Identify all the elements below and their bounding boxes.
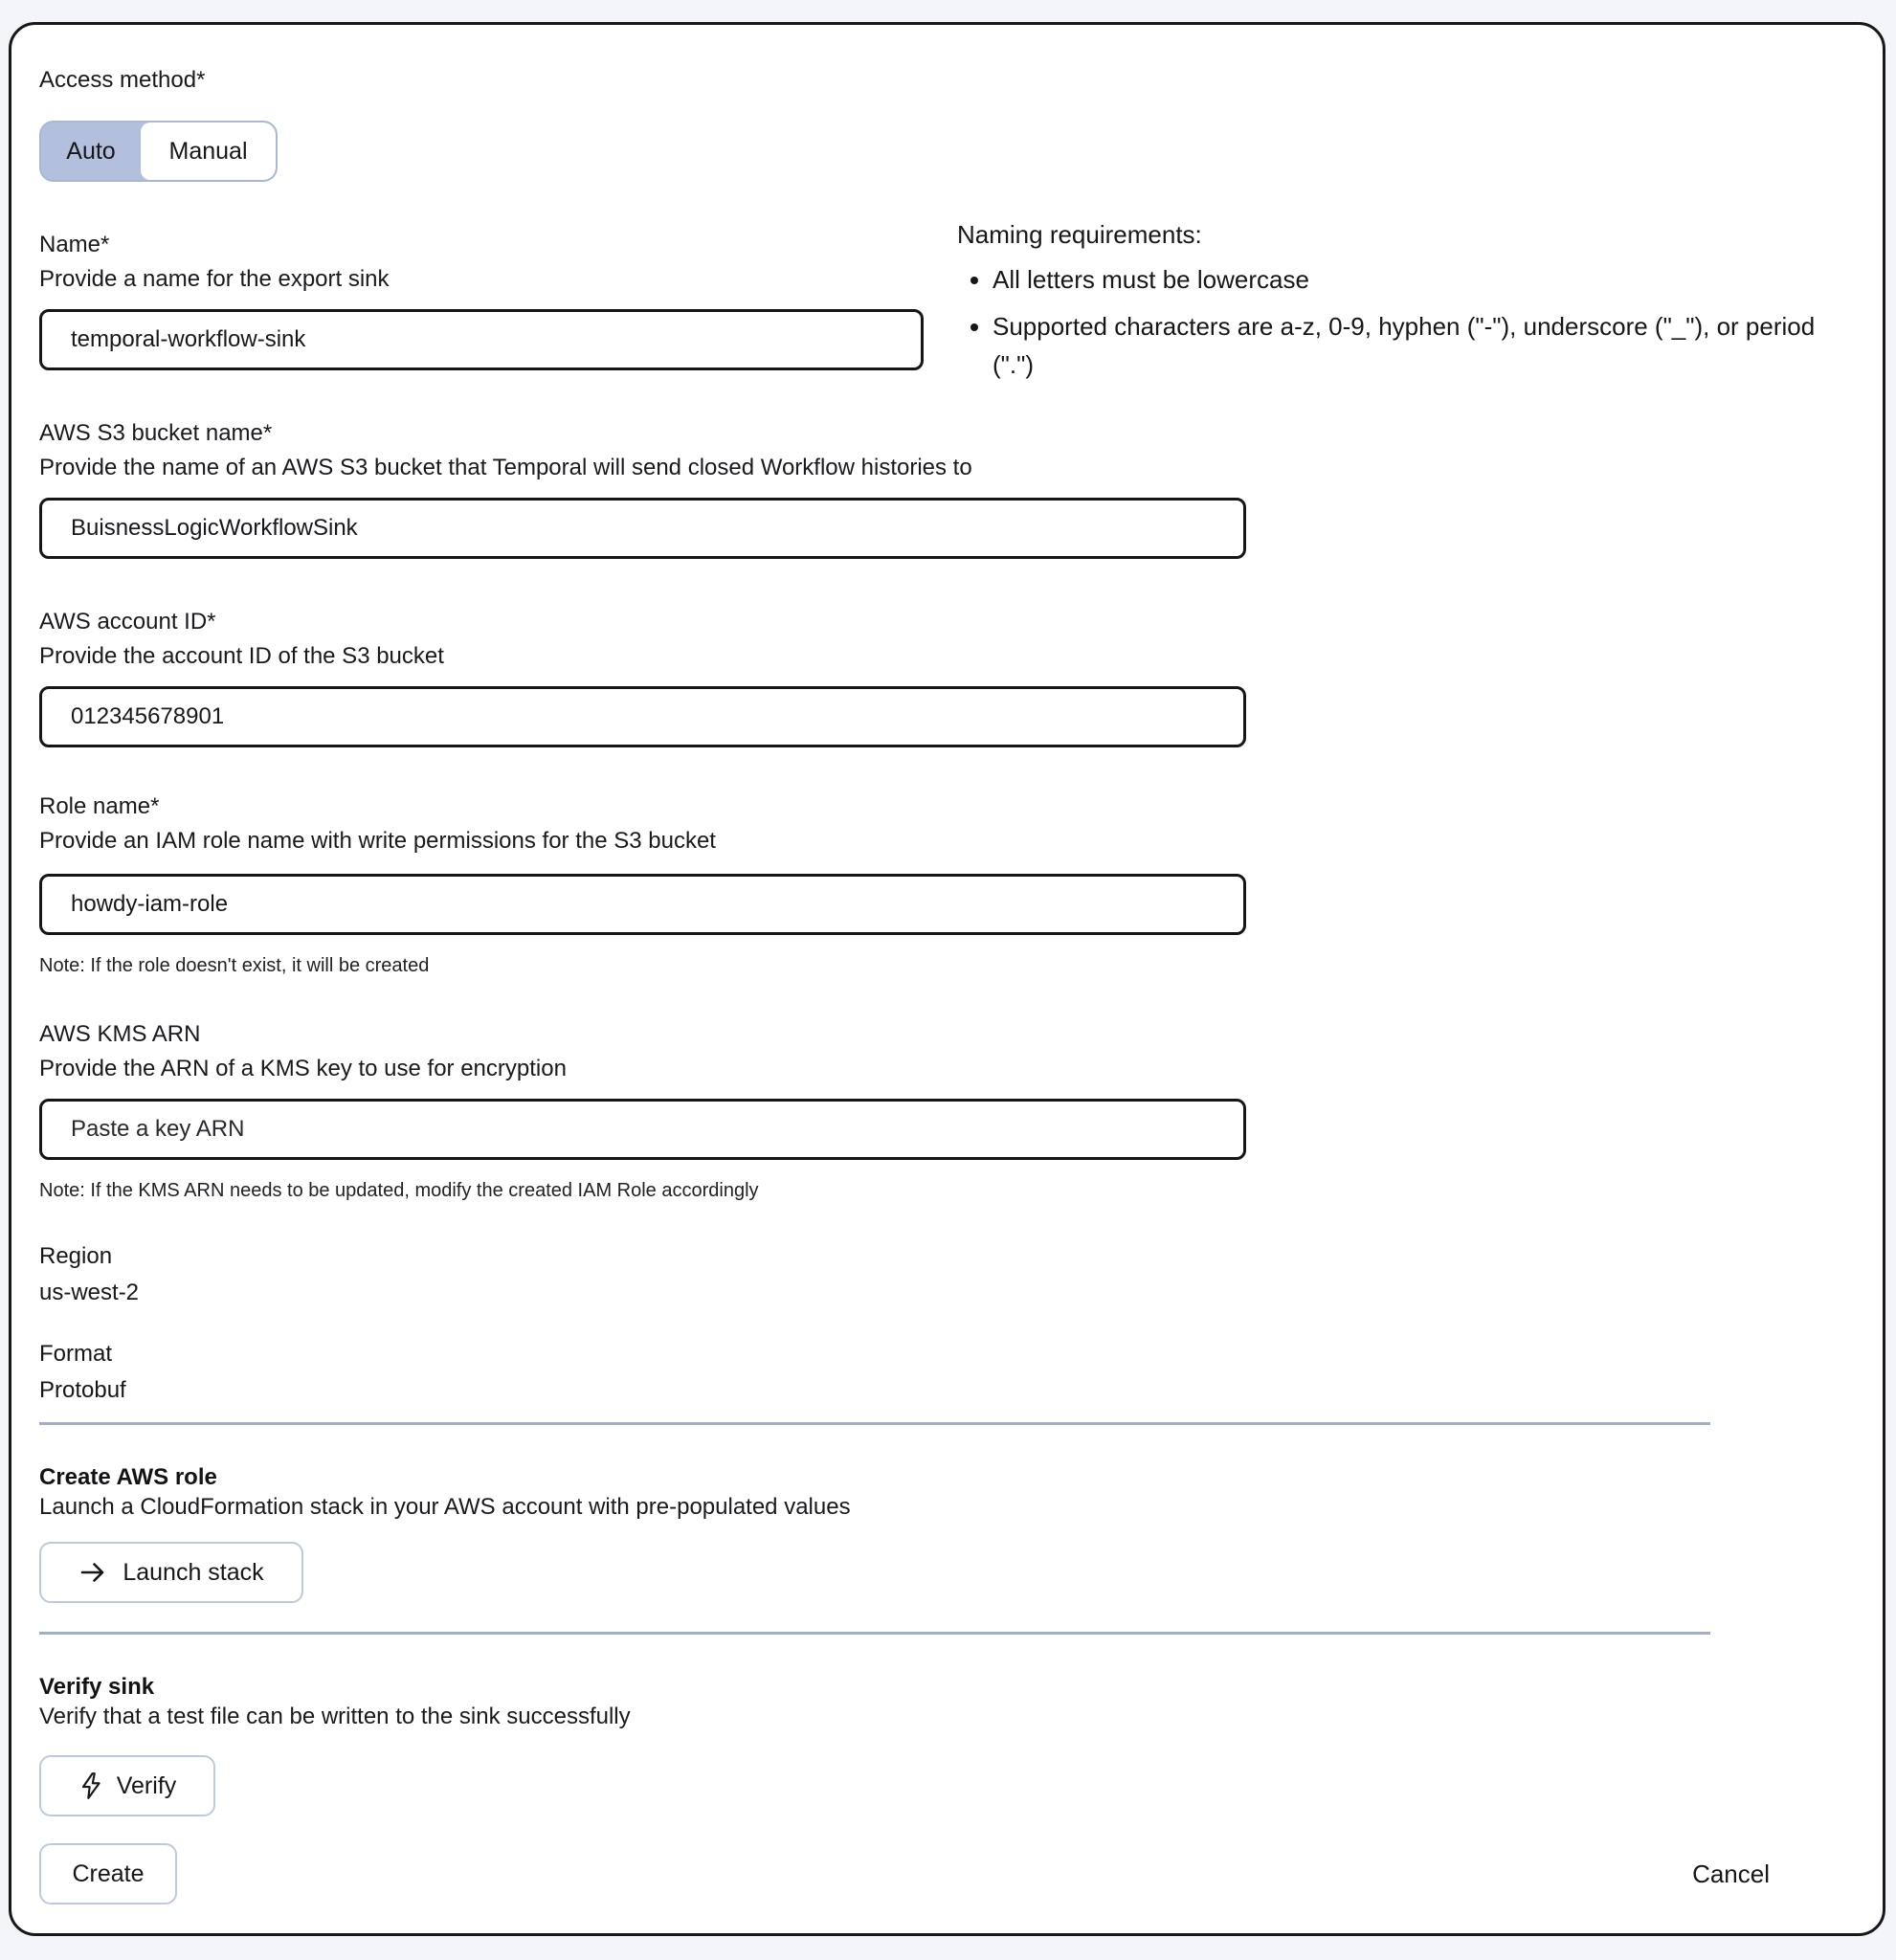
manual-option-label: Manual: [168, 137, 248, 165]
access-method-label: Access method*: [39, 67, 206, 93]
naming-requirements: [957, 216, 1857, 392]
s3-bucket-label: AWS S3 bucket name*: [39, 420, 273, 446]
s3-bucket-description: Provide the name of an AWS S3 bucket that Temporal will send closed Workflow histories to: [39, 455, 972, 480]
create-aws-role-description: Launch a CloudFormation stack in your AWS account with pre-populated values: [39, 1494, 851, 1520]
aws-account-id-description: Provide the account ID of the S3 bucket: [39, 643, 444, 669]
access-method-toggle: [39, 121, 278, 182]
verify-label: Verify: [116, 1771, 177, 1799]
auto-option-label: Auto: [66, 137, 116, 165]
format-label: Format: [39, 1341, 113, 1367]
format-value: Protobuf: [39, 1377, 126, 1403]
verify-sink-title: Verify sink: [39, 1674, 155, 1700]
kms-arn-input[interactable]: [39, 1099, 1246, 1160]
access-method-option-manual[interactable]: [141, 122, 276, 180]
naming-requirements-list: [957, 260, 1857, 384]
kms-arn-label: AWS KMS ARN: [39, 1021, 201, 1047]
role-name-note: Note: If the role doesn't exist, it will be created: [39, 955, 430, 976]
create-label: Create: [72, 1860, 145, 1887]
role-name-input[interactable]: [39, 874, 1246, 935]
section-divider: [39, 1422, 1710, 1425]
verify-button[interactable]: [39, 1755, 215, 1816]
kms-arn-note: Note: If the KMS ARN needs to be updated, modify the created IAM Role accordingly: [39, 1180, 759, 1201]
aws-account-id-input[interactable]: [39, 686, 1246, 747]
name-field-row: [39, 220, 1883, 379]
access-method-option-auto[interactable]: [41, 122, 141, 180]
s3-bucket-input[interactable]: [39, 498, 1246, 559]
section-divider: [39, 1632, 1710, 1635]
form-footer: [39, 1843, 1775, 1904]
name-label: Name*: [39, 232, 110, 257]
launch-stack-label: Launch stack: [123, 1558, 264, 1586]
lightning-bolt-icon: [78, 1771, 103, 1800]
aws-account-id-label: AWS account ID*: [39, 609, 216, 635]
region-label: Region: [39, 1243, 113, 1269]
create-button[interactable]: [39, 1843, 177, 1904]
naming-requirement-item: • Supported characters are a-z, 0-9, hyphen ("-"), underscore ("_"), or period ("."): [993, 307, 1857, 384]
naming-requirement-item: • All letters must be lowercase: [993, 260, 1857, 299]
naming-requirements-title: Naming requirements:: [957, 220, 1202, 249]
create-aws-role-title: Create AWS role: [39, 1464, 217, 1490]
arrow-right-icon: [78, 1558, 107, 1587]
role-name-description: Provide an IAM role name with write permissions for the S3 bucket: [39, 828, 716, 854]
name-description: Provide a name for the export sink: [39, 266, 390, 292]
verify-sink-description: Verify that a test file can be written to the sink successfully: [39, 1704, 631, 1729]
kms-arn-description: Provide the ARN of a KMS key to use for encryption: [39, 1056, 567, 1081]
name-input[interactable]: [39, 309, 924, 370]
cancel-button[interactable]: Cancel: [1686, 1859, 1775, 1890]
region-value: us-west-2: [39, 1280, 140, 1305]
launch-stack-button[interactable]: [39, 1542, 303, 1603]
export-sink-form-card: [9, 22, 1885, 1936]
role-name-label: Role name*: [39, 793, 160, 819]
